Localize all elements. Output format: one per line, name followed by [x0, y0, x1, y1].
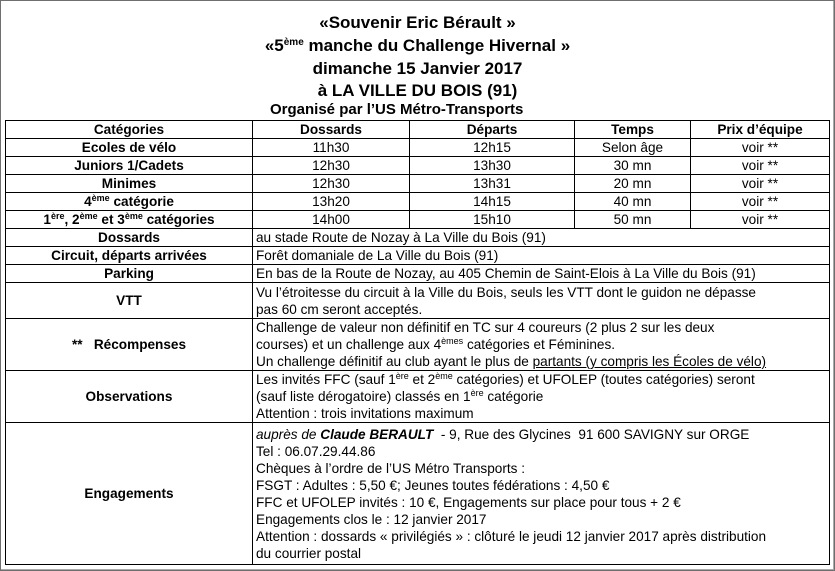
event-location: à LA VILLE DU BOIS (91) — [317, 81, 518, 100]
parking-label: Parking — [6, 265, 253, 283]
category-cell: 1ère, 2ème et 3ème catégories — [6, 211, 253, 229]
recompenses-text: Challenge de valeur non définitif en TC sur 4 coureurs (2 plus 2 sur les deux courses) et un challenge aux 4èmes catégories et Féminines. Un challenge définitif au club ayant le plus de partants (y compris les Écoles de vélo) — [253, 319, 830, 371]
circuit-label: Circuit, départs arrivées — [6, 247, 253, 265]
dossards-label: Dossards — [6, 229, 253, 247]
col-header-temps: Temps — [575, 121, 691, 139]
departs-cell: 13h30 — [410, 157, 575, 175]
observations-info-row — [6, 371, 830, 423]
category-cell: Juniors 1/Cadets — [6, 157, 253, 175]
circuit-location: Forêt domaniale de La Ville du Bois (91) — [253, 247, 830, 265]
temps-cell: 30 mn — [575, 157, 691, 175]
col-header-dossards: Dossards — [253, 121, 410, 139]
dossards-cell: 12h30 — [253, 175, 410, 193]
vtt-text: Vu l’étroitesse du circuit à la Ville du Bois, seuls les VTT dont le guidon ne dépasse pas 60 cm seront acceptés. — [253, 283, 830, 319]
race-info-table — [5, 120, 830, 565]
event-subtitle: «5ème manche du Challenge Hivernal » — [264, 36, 571, 55]
table-row — [6, 193, 830, 211]
departs-cell: 13h31 — [410, 175, 575, 193]
temps-cell: 40 mn — [575, 193, 691, 211]
category-cell: 4ème catégorie — [6, 193, 253, 211]
prix-cell: voir ** — [691, 175, 830, 193]
observations-text: Les invités FFC (sauf 1ère et 2ème catégories) et UFOLEP (toutes catégories) seront (sauf liste dérogatoire) classés en 1ère catégorie Attention : trois invitations maximum — [253, 371, 830, 423]
table-row — [6, 157, 830, 175]
departs-cell: 12h15 — [410, 139, 575, 157]
category-cell: Minimes — [6, 175, 253, 193]
prix-cell: voir ** — [691, 211, 830, 229]
dossards-cell: 13h20 — [253, 193, 410, 211]
prix-cell: voir ** — [691, 139, 830, 157]
engagements-text: auprès de Claude BERAULT - 9, Rue des Glycines 91 600 SAVIGNY sur ORGE Tel : 06.07.29.44.86 Chèques à l’ordre de l’US Métro Transports : FSGT : Adultes : 5,50 €; Jeunes toutes fédérations : 4,50 € FFC et UFOLEP invités : 10 €, Engagements sur place pour tous + 2 € Engagements clos le : 12 janvier 2017 Attention : dossards « privilégiés » : clôturé le jeudi 12 janvier 2017 après distribution du courrier postal — [253, 423, 830, 565]
dossards-info-row — [6, 229, 830, 247]
vtt-info-row — [6, 283, 830, 319]
prix-cell: voir ** — [691, 193, 830, 211]
parking-info-row — [6, 265, 830, 283]
event-title: «Souvenir Eric Bérault » — [319, 13, 516, 32]
col-header-prix: Prix d’équipe — [691, 121, 830, 139]
table-row — [6, 139, 830, 157]
event-date: dimanche 15 Janvier 2017 — [312, 59, 523, 78]
table-row — [6, 175, 830, 193]
engagements-info-row — [6, 423, 830, 565]
organizer: Organisé par l’US Métro-Transports — [270, 101, 524, 118]
circuit-info-row — [6, 247, 830, 265]
temps-cell: 50 mn — [575, 211, 691, 229]
engagements-label: Engagements — [6, 423, 253, 565]
temps-cell: Selon âge — [575, 139, 691, 157]
category-cell: Ecoles de vélo — [6, 139, 253, 157]
col-header-departs: Départs — [410, 121, 575, 139]
dossards-cell: 11h30 — [253, 139, 410, 157]
col-header-categories: Catégories — [6, 121, 253, 139]
table-header-row — [6, 121, 830, 139]
observations-label: Observations — [6, 371, 253, 423]
parking-location: En bas de la Route de Nozay, au 405 Chemin de Saint-Elois à La Ville du Bois (91) — [253, 265, 830, 283]
vtt-label: VTT — [6, 283, 253, 319]
recompenses-label: ** Récompenses — [6, 319, 253, 371]
table-row — [6, 211, 830, 229]
temps-cell: 20 mn — [575, 175, 691, 193]
dossards-cell: 12h30 — [253, 157, 410, 175]
departs-cell: 14h15 — [410, 193, 575, 211]
recompenses-info-row — [6, 319, 830, 371]
departs-cell: 15h10 — [410, 211, 575, 229]
dossards-location: au stade Route de Nozay à La Ville du Bois (91) — [253, 229, 830, 247]
prix-cell: voir ** — [691, 157, 830, 175]
dossards-cell: 14h00 — [253, 211, 410, 229]
